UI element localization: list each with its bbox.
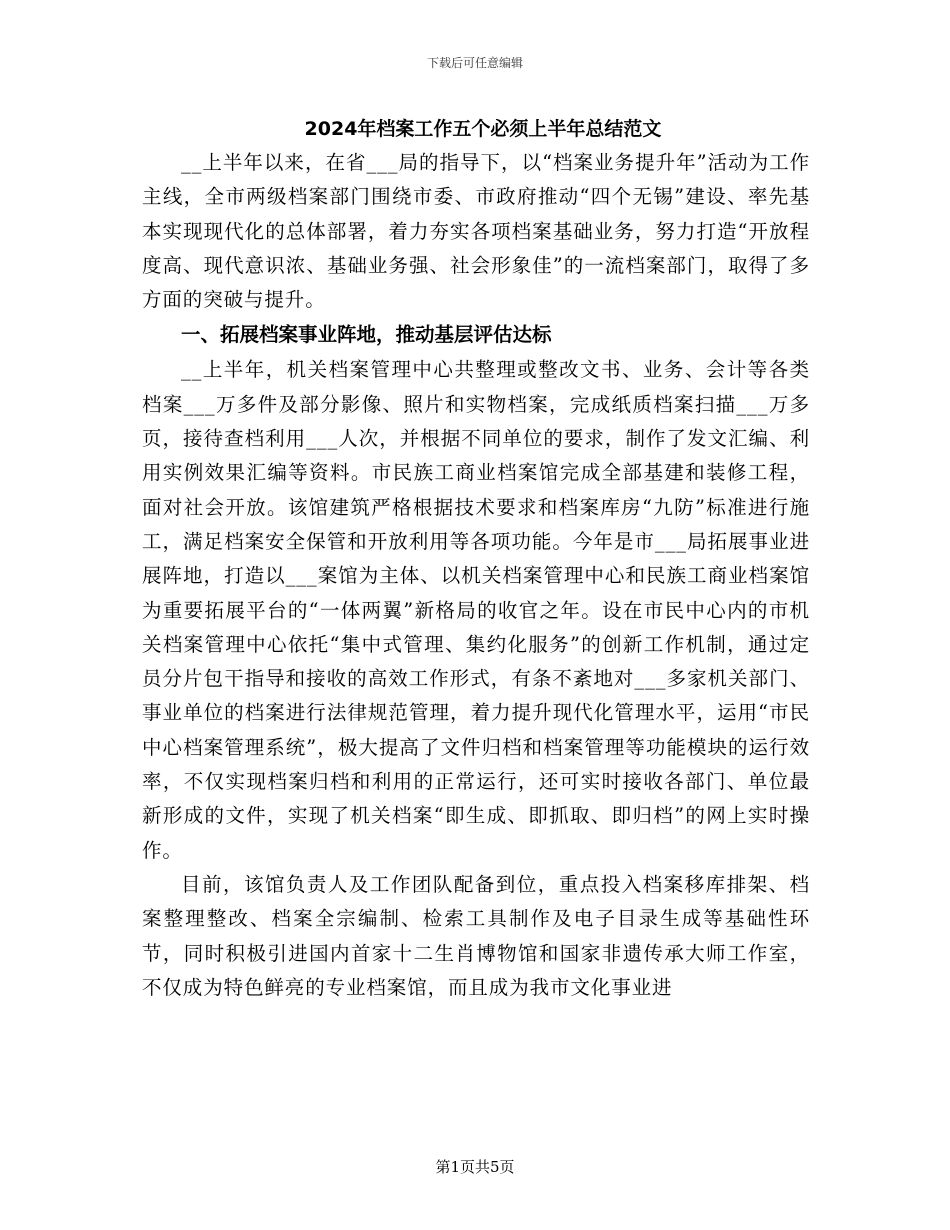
paragraph-intro: __上半年以来，在省___局的指导下，以“档案业务提升年”活动为工作主线，全市两级档案部门围绕市委、市政府推动“四个无锡”建设、率先基本实现现代化的总体部署，着力夯实各项档案基础业务，努力打造“开放程度高、现代意识浓、基础业务强、社会形象佳”的一流档案部门，取得了多方面的突破与提升。 — [142, 151, 810, 312]
section-heading-1: 一、拓展档案事业阵地，推动基层评估达标 — [181, 323, 552, 347]
page-header-note: 下载后可任意编辑 — [426, 56, 523, 70]
document-title: 2024年档案工作五个必须上半年总结范文 — [304, 118, 662, 140]
paragraph-current-status: 目前，该馆负责人及工作团队配备到位，重点投入档案移库排架、档案整理整改、档案全宗编制、检索工具制作及电子目录生成等基础性环节，同时积极引进国内首家十二生肖博物馆和国家非遗传承大师工作室，不仅成为特色鲜亮的专业档案馆，而且成为我市文化事业进 — [142, 872, 810, 999]
page-number-footer: 第1页共5页 — [435, 1158, 515, 1176]
document-body — [142, 112, 810, 1005]
paragraph-section-1: __上半年，机关档案管理中心共整理或整改文书、业务、会计等各类档案___万多件及部分影像、照片和实物档案，完成纸质档案扫描___万多页，接待查档利用___人次，并根据不同单位的要求，制作了发文汇编、利用实例效果汇编等资料。市民族工商业档案馆完成全部基建和装修工程，面对社会开放。该馆建筑严格根据技术要求和档案库房“九防”标准进行施工，满足档案安全保管和开放利用等各项功能。今年是市___局拓展事业进展阵地，打造以___案馆为主体、以机关档案管理中心和民族工商业档案馆为重要拓展平台的“一体两翼”新格局的收官之年。设在市民中心内的市机关档案管理中心依托“集中式管理、集约化服务”的创新工作机制，通过定员分片包干指导和接收的高效工作形式，有条不紊地对___多家机关部门、事业单位的档案进行法律规范管理，着力提升现代化管理水平，运用“市民中心档案管理系统”，极大提高了文件归档和档案管理等功能模块的运行效率，不仅实现档案归档和利用的正常运行，还可实时接收各部门、单位最新形成的文件，实现了机关档案“即生成、即抓取、即归档”的网上实时操作。 — [142, 358, 810, 862]
